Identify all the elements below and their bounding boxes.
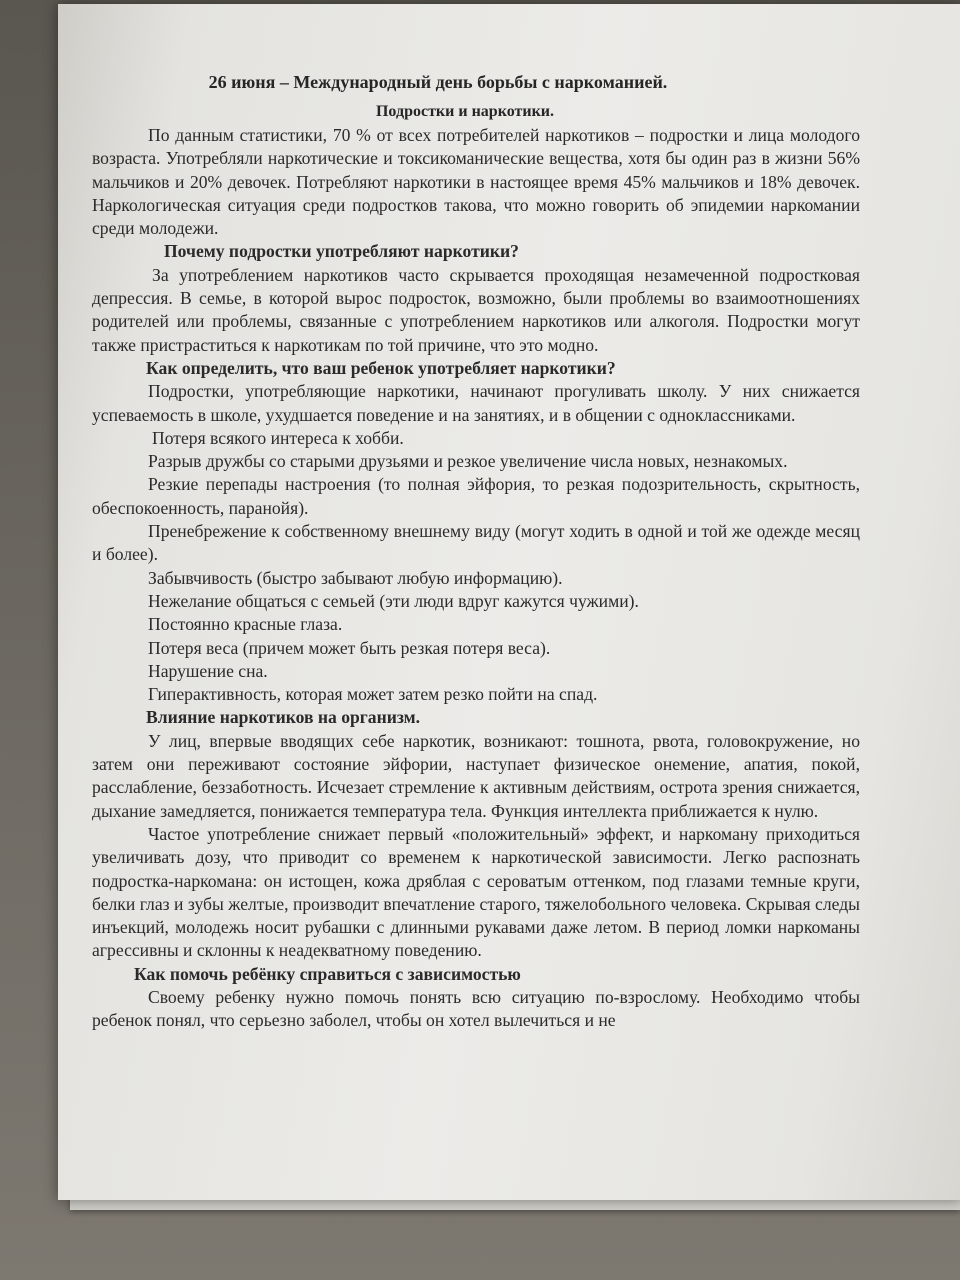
intro-paragraph: По данным статистики, 70 % от всех потребителей наркотиков – подростки и лица молодого возраста. Употребляли наркотические и токсикоманические вещества, хотя бы один раз в жизни 56% мальчиков и 20% девочек. Потребляют наркотики в настоящее время 45% мальчиков и 18% девочек. Наркологическая ситуация среди подростков такова, что можно говорить об эпидемии наркомании среди молодежи. <box>92 125 860 239</box>
sign-item: Постоянно красные глаза. <box>148 614 343 635</box>
heading-signs: Как определить, что ваш ребенок употребляет наркотики? <box>146 357 616 378</box>
sign-item: Разрыв дружбы со старыми друзьями и резкое увеличение числа новых, незнакомых. <box>148 451 788 472</box>
sign-item: Пренебрежение к собственному внешнему виду (могут ходить в одной и той же одежде месяц и более). <box>92 521 860 565</box>
help-paragraph: Своему ребенку нужно помочь понять всю ситуацию по-взрослому. Необходимо чтобы ребенок понял, что серьезно заболел, чтобы он хотел вылечиться и не <box>92 986 860 1031</box>
heading-why: Почему подростки употребляют наркотики? <box>164 241 519 262</box>
sign-item: Забывчивость (быстро забывают любую информацию). <box>148 567 563 588</box>
why-paragraph: За употреблением наркотиков часто скрывается проходящая незамеченной подростковая депрессия. В семье, в которой вырос подросток, возможно, были проблемы во взаимоотношениях родителей или проблемы, связанные с употреблением наркотиков или алкоголя. Подростки могут также пристраститься к наркотикам по той причине, что это модно. <box>92 264 860 355</box>
sign-item: Нежелание общаться с семьей (эти люди вдруг кажутся чужими). <box>148 590 639 611</box>
sign-item: Резкие перепады настроения (то полная эйфория, то резкая подозрительность, скрытность, обеспокоенность, паранойя). <box>92 474 860 518</box>
effects-paragraph: Частое употребление снижает первый «положительный» эффект, и наркоману приходиться увеличивать дозу, что приводит со временем к наркотической зависимости. Легко распознать подростка-наркомана: он истощен, кожа дряблая с сероватым оттенком, под глазами темные круги, белки глаз и зубы желтые, производит впечатление старого, тяжелобольного человека. Скрывая следы инъекций, молодежь носит рубашки с длинными рукавами даже летом. В период ломки наркоманы агрессивны и склонны к неадекватному поведению. <box>92 823 860 961</box>
document-body <box>92 124 860 1033</box>
heading-help: Как помочь ребёнку справиться с зависимостью <box>134 963 521 984</box>
sign-item: Потеря веса (причем может быть резкая потеря веса). <box>148 637 551 658</box>
sign-item: Гиперактивность, которая может затем резко пойти на спад. <box>148 684 598 705</box>
sign-item: Подростки, употребляющие наркотики, начинают прогуливать школу. У них снижается успеваемость в школе, ухудшается поведение и на занятиях, и в общении с одноклассниками. <box>92 381 860 425</box>
effects-paragraph: У лиц, впервые вводящих себе наркотик, возникают: тошнота, рвота, головокружение, но затем они переживают состояние эйфории, наступает физическое онемение, апатия, покой, расслабление, беззаботность. Исчезает стремление к активным действиям, острота зрения снижается, дыхание замедляется, понижается температура тела. Функция интеллекта приближается к нулю. <box>92 730 860 821</box>
heading-effects: Влияние наркотиков на организм. <box>146 707 421 728</box>
sign-item: Потеря всякого интереса к хобби. <box>152 427 404 448</box>
sign-item: Нарушение сна. <box>148 660 268 681</box>
